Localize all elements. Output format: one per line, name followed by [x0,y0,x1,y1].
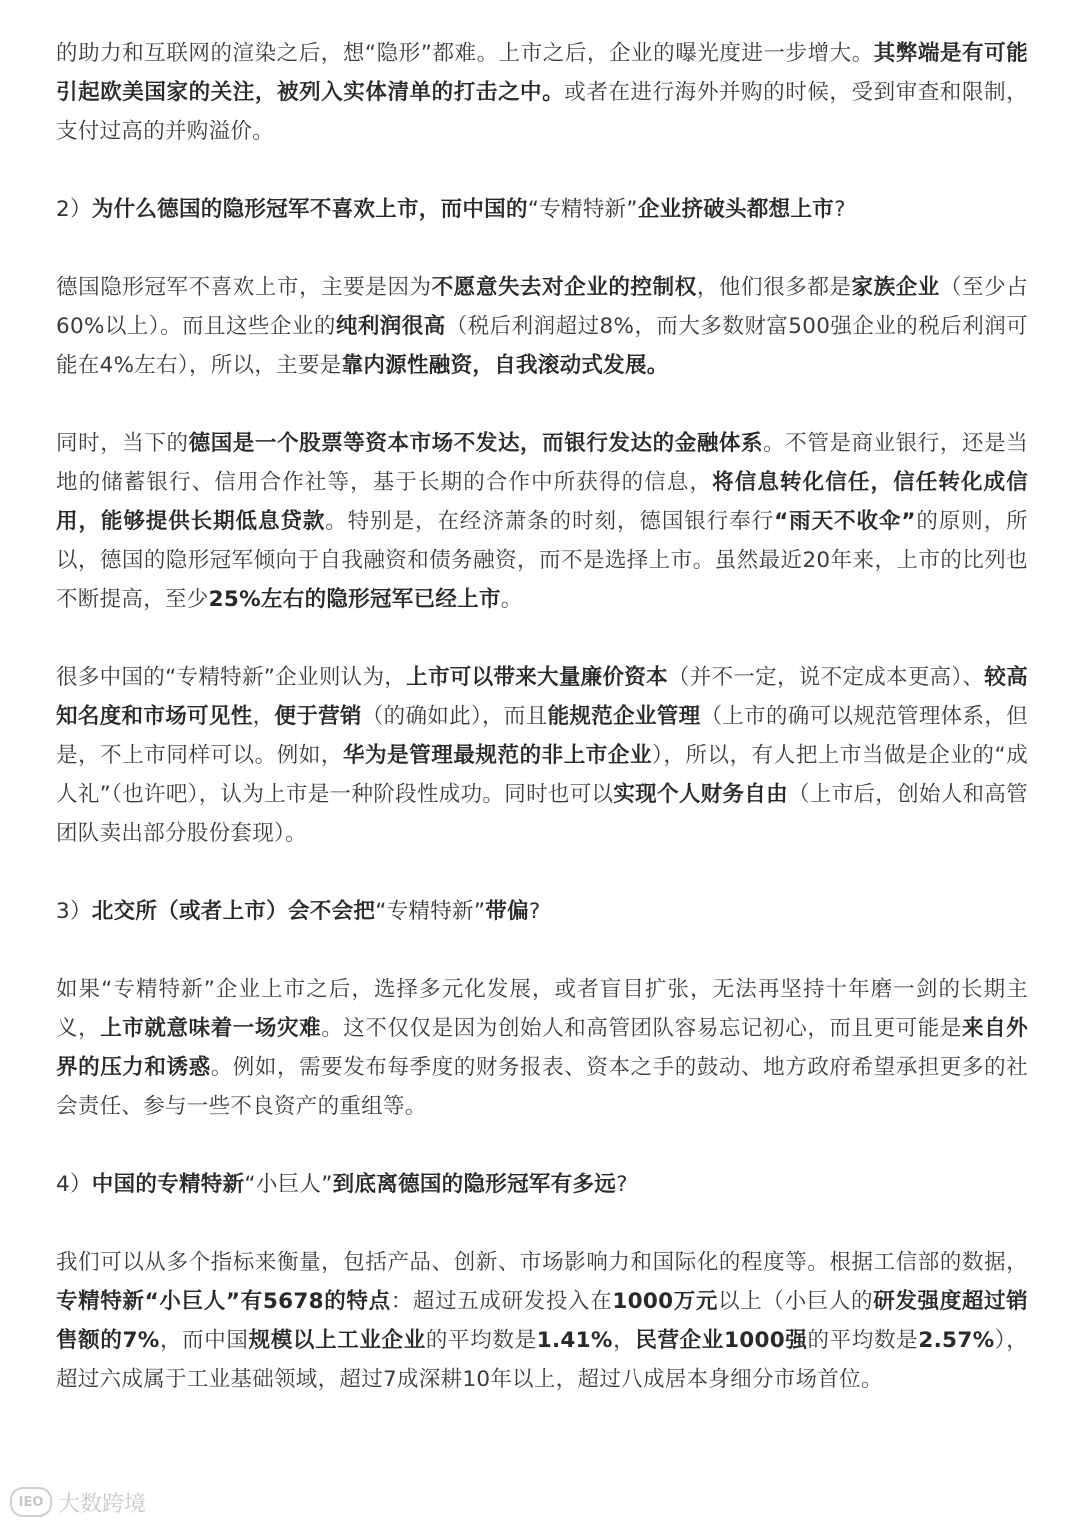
text-run: ，他们很多都是 [696,275,852,300]
paragraph [56,424,1028,619]
text-run: ，而中国 [159,1328,249,1353]
text-run: ：超过五成研发投入在 [390,1289,613,1314]
bold-text: 1000万元 [612,1289,719,1314]
watermark [10,1486,146,1518]
text-run: 的助力和互联网的渲染之后，想“隐形”都难。上市之后，企业的曝光度进一步增大。 [56,41,874,66]
paragraph [56,1243,1028,1399]
watermark-text: 大数跨境 [58,1491,147,1517]
text-run: ， [252,704,275,729]
bold-text: 纯利润很高 [335,314,446,339]
text-run: 3） [56,899,92,924]
text-run: 如果“专精特新”企业上市之后，选择多元化发展，或者盲目扩张，无法再坚持十年磨一剑的长期主义， [56,977,1028,1041]
bold-text: 研发强度超过销售额的7% [56,1289,1028,1353]
text-run: 的原则，所以，德国的隐形冠军倾向于自我融资和债务融资，而不是选择上市。虽然最近20年来，上市的比列也不断提高，至少 [56,509,1028,612]
text-run: （上市的确可以规范管理体系，但是，不上市同样可以。例如， [56,704,1028,768]
text-run: 德国隐形冠军不喜欢上市，主要是因为 [56,275,432,300]
bold-text: 专精特新“小巨人”有5678的特点 [56,1289,391,1314]
bold-text: 中国的专精特新 [91,1172,245,1197]
text-run: 。 [500,587,523,612]
bold-text: 25%左右的隐形冠军已经上市 [208,587,501,612]
section-heading [56,892,1028,931]
bold-text: 北交所（或者上市）会不会把 [91,899,376,924]
bold-text: 2.57% [918,1328,995,1353]
bold-text: 便于营销 [274,704,362,729]
text-run: （至少占60%以上）。而且这些企业的 [56,275,1028,339]
bold-text: 带偏 [485,899,529,924]
text-run: 。不管是商业银行，还是当地的储蓄银行、信用合作社等，基于长期的合作中所获得的信息， [56,431,1028,495]
text-run: ? [528,899,541,924]
text-run: 2） [56,197,92,222]
bold-text: 将信息转化信任，信任转化成信用，能够提供长期低息贷款 [56,470,1029,534]
bold-text: 其弊端是有可能引起欧美国家的关注，被列入实体清单的打击之中。 [56,41,1028,105]
section-heading [56,1165,1028,1204]
text-run: 很多中国的“专精特新”企业则认为， [56,665,407,690]
text-run: “小巨人” [244,1172,333,1197]
bold-text: 为什么德国的隐形冠军不喜欢上市，而中国的 [91,197,528,222]
text-run: 或者在进行海外并购的时候，受到审查和限制，支付过高的并购溢价。 [56,80,1028,144]
bold-text: 民营企业1000强 [635,1328,808,1353]
text-run: “专精特新” [375,899,486,924]
bold-text: 实现个人财务自由 [613,782,788,807]
bold-text: 华为是管理最规范的非上市企业 [342,743,653,768]
text-run: 。例如，需要发布每季度的财务报表、资本之手的鼓动、地方政府希望承担更多的社会责任、参与一些不良资产的重组等。 [56,1055,1028,1119]
article-body [56,34,1028,1438]
text-run: “专精特新” [527,197,638,222]
bold-text: 靠内源性融资，自我滚动式发展。 [341,353,669,378]
bold-text: 规模以上工业企业 [248,1328,426,1353]
text-run: 的平均数是 [425,1328,537,1353]
text-run: （税后利润超过8%，而大多数财富500强企业的税后利润可能在4%左右），所以，主要是 [56,314,1028,378]
bold-text: 来自外界的压力和诱惑 [56,1016,1028,1080]
text-run: ， [612,1328,636,1353]
bold-text: “雨天不收伞” [774,509,916,534]
text-run: （的确如此），而且 [361,704,548,729]
text-run: 。这不仅仅是因为创始人和高管团队容易忘记初心，而且更可能是 [321,1016,962,1041]
paragraph [56,658,1028,853]
paragraph [56,268,1028,385]
text-run: 。特别是，在经济萧条的时刻，德国银行奉行 [325,509,775,534]
paragraph [56,970,1028,1126]
text-run: ），超过六成属于工业基础领域，超过7成深耕10年以上，超过八成居本身细分市场首位。 [56,1328,1028,1392]
bold-text: 企业挤破头都想上市 [637,197,835,222]
bold-text: 家族企业 [851,275,940,300]
text-run: ? [834,197,846,222]
text-run: ），所以，有人把上市当做是企业的“成人礼”（也许吧），认为上市是一种阶段性成功。同时也可以 [56,743,1029,807]
bold-text: 1.41% [536,1328,613,1353]
text-run: 同时，当下的 [56,431,189,456]
paragraph [56,34,1028,151]
bold-text: 上市可以带来大量廉价资本 [406,665,668,690]
text-run: （上市后，创始人和高管团队卖出部分股份套现）。 [56,782,1028,846]
bold-text: 较高知名度和市场可见性 [56,665,1028,729]
bold-text: 不愿意失去对企业的控制权 [431,275,697,300]
text-run: （并不一定，说不定成本更高）、 [667,665,985,690]
text-run: 以上（小巨人的 [718,1289,874,1314]
text-run: ? [616,1172,628,1197]
bold-text: 到底离德国的隐形冠军有多远 [332,1172,617,1197]
text-run: 我们可以从多个指标来衡量，包括产品、创新、市场影响力和国际化的程度等。根据工信部的数据， [56,1250,1028,1275]
section-heading [56,190,1028,229]
bold-text: 上市就意味着一场灾难 [100,1016,322,1041]
text-run: 4） [56,1172,92,1197]
bold-text: 德国是一个股票等资本市场不发达，而银行发达的金融体系 [188,431,764,456]
bold-text: 能规范企业管理 [547,704,701,729]
text-run: 的平均数是 [807,1328,919,1353]
watermark-logo-icon: IEO [10,1487,52,1517]
